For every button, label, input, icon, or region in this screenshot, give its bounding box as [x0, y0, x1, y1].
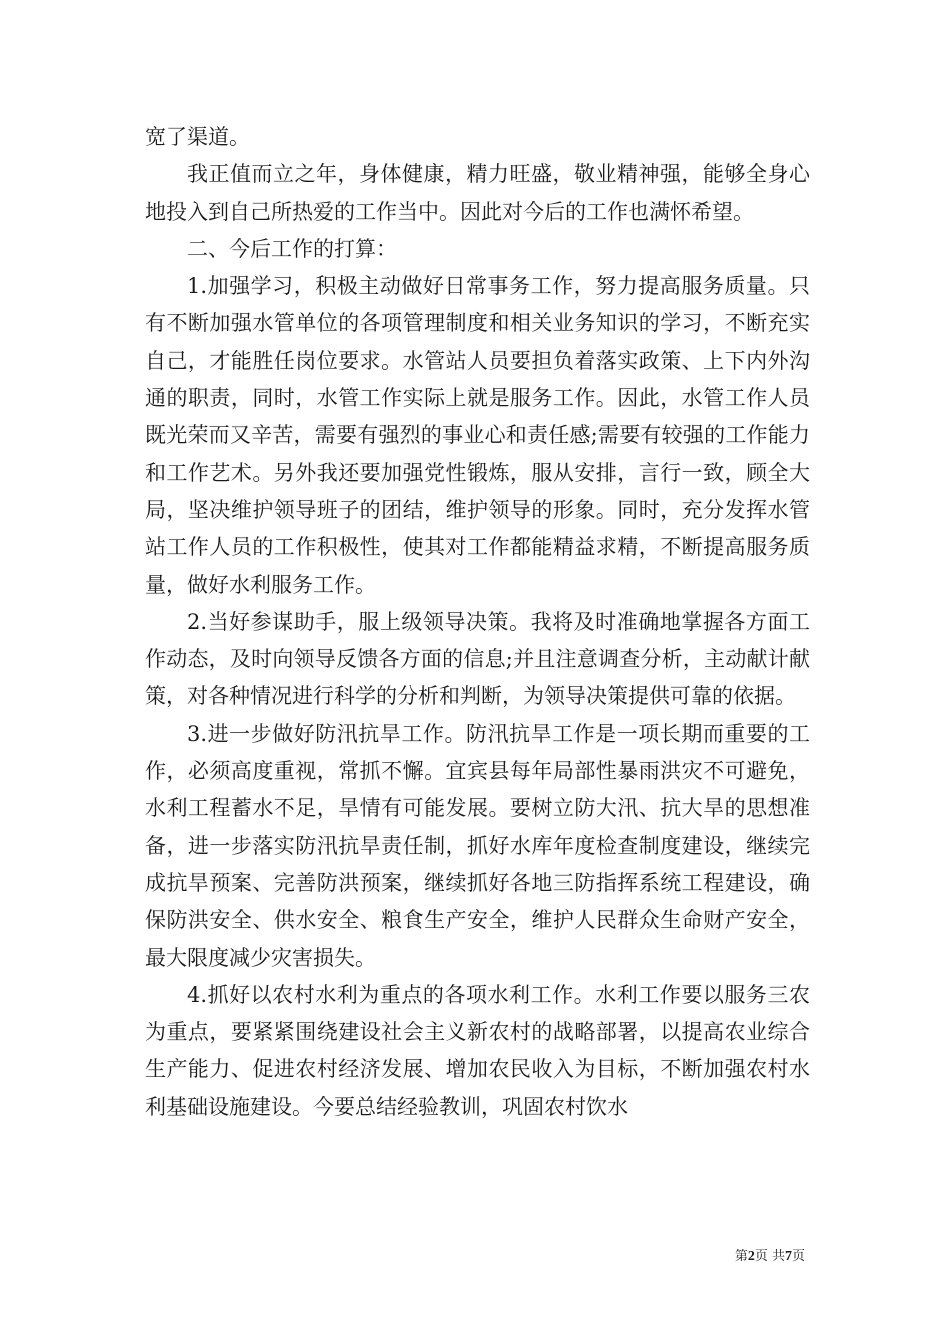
total-page-number: 7: [784, 1249, 792, 1264]
paragraph-2: 二、今后工作的打算：: [187, 236, 397, 261]
body-text: [145, 119, 810, 1126]
paragraph-3: 1.加强学习，积极主动做好日常事务工作，努力提高服务质量。只有不断加强水管单位的各项管理制度和相关业务知识的学习，不断充实自己，才能胜任岗位要求。水管站人员要担负着落实政策、上下内外沟通的职责，同时，水管工作实际上就是服务工作。因此，水管工作人员既光荣而又辛苦，需要有强烈的事业心和责任感;需要有较强的工作能力和工作艺术。另外我还要加强党性锻炼，服从安排，言行一致，顾全大局，坚决维护领导班子的团结，维护领导的形象。同时，充分发挥水管站工作人员的工作积极性，使其对工作都能精益求精，不断提高服务质量，做好水利服务工作。: [145, 274, 810, 597]
footer-middle: 页 共: [754, 1249, 785, 1264]
footer-prefix: 第: [734, 1249, 748, 1264]
current-page-number: 2: [747, 1249, 755, 1264]
paragraph-6: 4.抓好以农村水利为重点的各项水利工作。水利工作要以服务三农为重点，要紧紧围绕建设社会主义新农村的战略部署，以提高农业综合生产能力、促进农村经济发展、增加农民收入为目标，不断加强农村水利基础设施建设。今要总结经验教训，巩固农村饮水: [145, 982, 810, 1119]
paragraph-0: 宽了渠道。: [145, 125, 250, 149]
paragraph-1: 我正值而立之年，身体健康，精力旺盛，敬业精神强，能够全身心地投入到自己所热爱的工作当中。因此对今后的工作也满怀希望。: [145, 162, 810, 224]
footer-suffix: 页: [791, 1249, 805, 1264]
paragraph-5: 3.进一步做好防汛抗旱工作。防汛抗旱工作是一项长期而重要的工作，必须高度重视，常抓不懈。宜宾县每年局部性暴雨洪灾不可避免，水利工程蓄水不足，旱情有可能发展。要树立防大汛、抗大旱的思想准备，进一步落实防汛抗旱责任制，抓好水库年度检查制度建设，继续完成抗旱预案、完善防洪预案，继续抓好各地三防指挥系统工程建设，确保防洪安全、供水安全、粮食生产安全，维护人民群众生命财产安全，最大限度减少灾害损失。: [145, 721, 810, 970]
page-footer: [735, 1245, 805, 1265]
paragraph-4: 2.当好参谋助手，服上级领导决策。我将及时准确地掌握各方面工作动态，及时向领导反馈各方面的信息;并且注意调查分析，主动献计献策，对各种情况进行科学的分析和判断，为领导决策提供可靠的依据。: [145, 609, 810, 709]
